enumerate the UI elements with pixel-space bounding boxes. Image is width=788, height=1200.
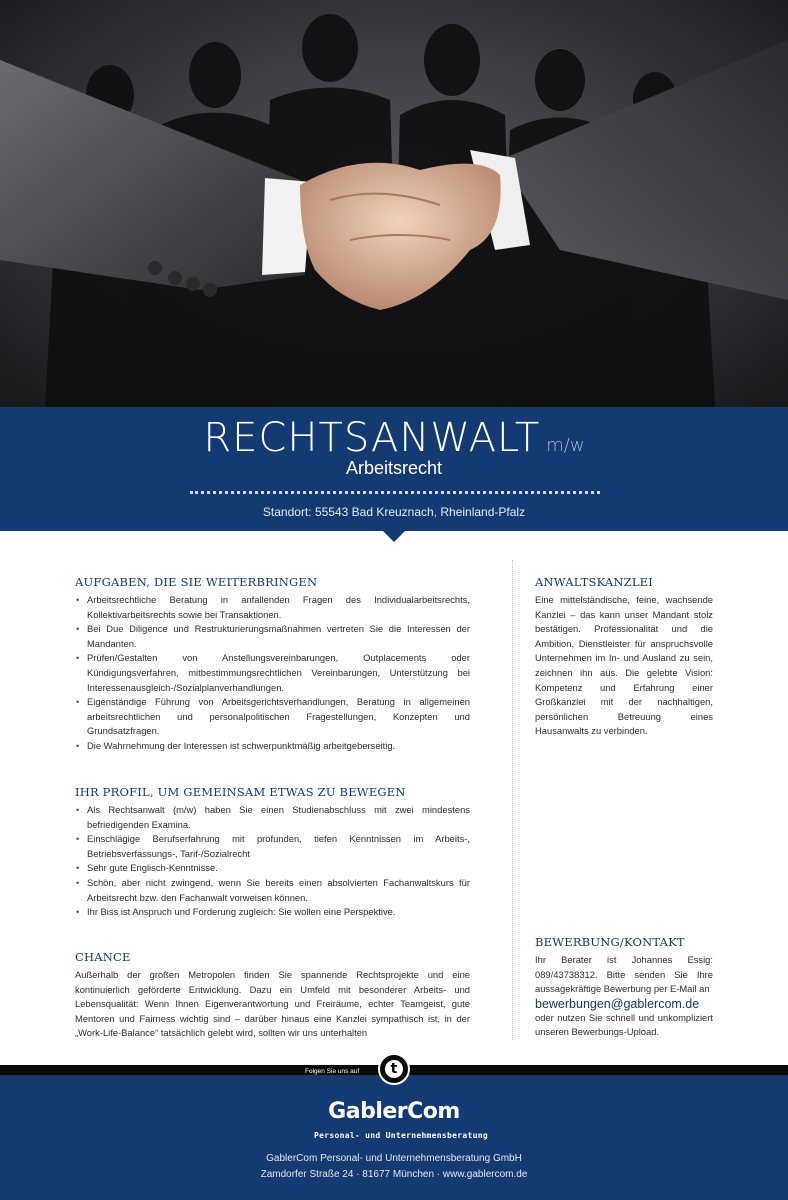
address-line-2: Zamdorfer Straße 24 · 81677 München · www.gablercom.de [260,1169,528,1180]
section-chance [75,950,470,1041]
list-item: • Als Rechtsanwalt (m/w) haben Sie einen Studienabschluss mit zwei mindestens befriedigenden Examina. [75,803,470,832]
kanzlei-text: Eine mittelständische, feine, wachsende Kanzlei – das kann unser Mandant stolz bestätigen. Professionalität und die Ambition, Dienstleister für anspruchsvolle Unternehmen im In- und Ausland zu sein, zeichnen ihn aus. Die gelebte Vision: Kompetenz und Erfahrung einer Großkanzlei mit der nachhaltigen, persönlichen Betreuung eines Hausanwalts zu verbinden. [535,594,713,737]
email-link[interactable]: bewerbungen@gablercom.de [535,996,700,1011]
heading-aufgaben: AUFGABEN, DIE SIE WEITERBRINGEN [75,575,318,589]
job-title-text: RECHTSANWALT [203,415,541,461]
list-item: • Die Wahrnehmung der Interessen ist schwerpunktmäßig arbeitgeberseitig. [75,739,470,754]
location-label: Standort: 55543 Bad Kreuznach, Rheinland-Pfalz [262,505,526,519]
down-arrow-icon [382,530,406,542]
heading-chance: CHANCE [75,950,131,964]
company-tagline: Personal- und Unternehmensberatung [314,1131,488,1140]
twitter-glyph: t [385,1060,403,1078]
heading-kontakt: BEWERBUNG/KONTAKT [535,935,685,949]
gender-label: m/w [546,435,585,456]
list-item: • Sehr gute Englisch-Kenntnisse. [75,861,470,876]
kontakt-text-after: oder nutzen Sie schnell und unkompliziert unseren Bewerbungs-Upload. [535,1011,713,1038]
section-profil [75,785,470,920]
heading-kanzlei: ANWALTSKANZLEI [535,575,654,589]
section-kanzlei [535,575,713,739]
list-item: • Prüfen/Gestalten von Anstellungsvereinbarungen, Outplacements oder Kündigungsverfahren, mitbestimmungsrechtlichen Vereinbarungen, Unterstützung bei Interessenausgleich-/Sozialplanverhandlungen. [75,651,470,695]
dotted-divider [190,491,600,494]
column-divider [512,560,513,1040]
chance-text: Außerhalb der großen Metropolen finden Sie spannende Rechtsprojekte und eine kontinuierlich geförderte Entwicklung. Dazu ein Umfeld mit besonderer Arbeits- und Lebensqualität: Wenn Ihnen Eigenverantwortung und Freiräume, echter Teamgeist, gute Mentoren und Fairness wichtig sind – darüber hinaus eine Kanzlei sympathisch ist, in der „Work-Life-Balance“ tatsächlich gelebt wird, sollten wir uns unterhalten [75,969,470,1039]
job-title [0,415,788,461]
section-aufgaben [75,575,470,754]
section-kontakt [535,935,713,1040]
list-aufgaben [75,593,470,754]
twitter-icon[interactable] [378,1053,410,1085]
kontakt-text-before: Ihr Berater ist Johannes Essig: 089/43738312. Bitte senden Sie Ihre aussagekräftige Bewerbung per E-Mail an [535,954,713,995]
follow-label: Folgen Sie uns auf [305,1068,360,1075]
job-subtitle: Arbeitsrecht [345,458,443,478]
heading-profil: IHR PROFIL, UM GEMEINSAM ETWAS ZU BEWEGEN [75,785,406,799]
title-band [0,407,788,531]
list-item: • Eigenständige Führung von Arbeitsgerichtsverhandlungen, Beratung in allgemeinen arbeitsrechtlichen und personalpolitischen Fragestellungen, Konzepten und Grundsatzfragen. [75,695,470,739]
list-item: • Einschlägige Berufserfahrung mit profunden, tiefen Kenntnissen im Arbeits-, Betriebsverfassungs-, Tarif-/Sozialrecht [75,832,470,861]
list-item: • Arbeitsrechtliche Beratung in anfallenden Fragen des Individualarbeitsrechts, Kollektivarbeitsrechts sowie bei Transaktionen. [75,593,470,622]
list-item: • Ihr Biss ist Anspruch und Forderung zugleich: Sie wollen eine Perspektive. [75,905,470,920]
list-profil [75,803,470,920]
list-item: • Schön, aber nicht zwingend, wenn Sie bereits einen absolvierten Fachanwaltskurs für Arbeitsrecht bzw. den Fachanwalt vorweisen können. [75,876,470,905]
footer [0,1075,788,1200]
list-item: • Bei Due Diligence und Restrukturierungsmaßnahmen vertreten Sie die Interessen der Mandanten. [75,622,470,651]
hero-image [0,0,788,407]
company-logo: GablerCom [328,1099,460,1124]
address-line-1: GablerCom Personal- und Unternehmensberatung GmbH [266,1153,522,1164]
handshake-photo [0,0,788,407]
